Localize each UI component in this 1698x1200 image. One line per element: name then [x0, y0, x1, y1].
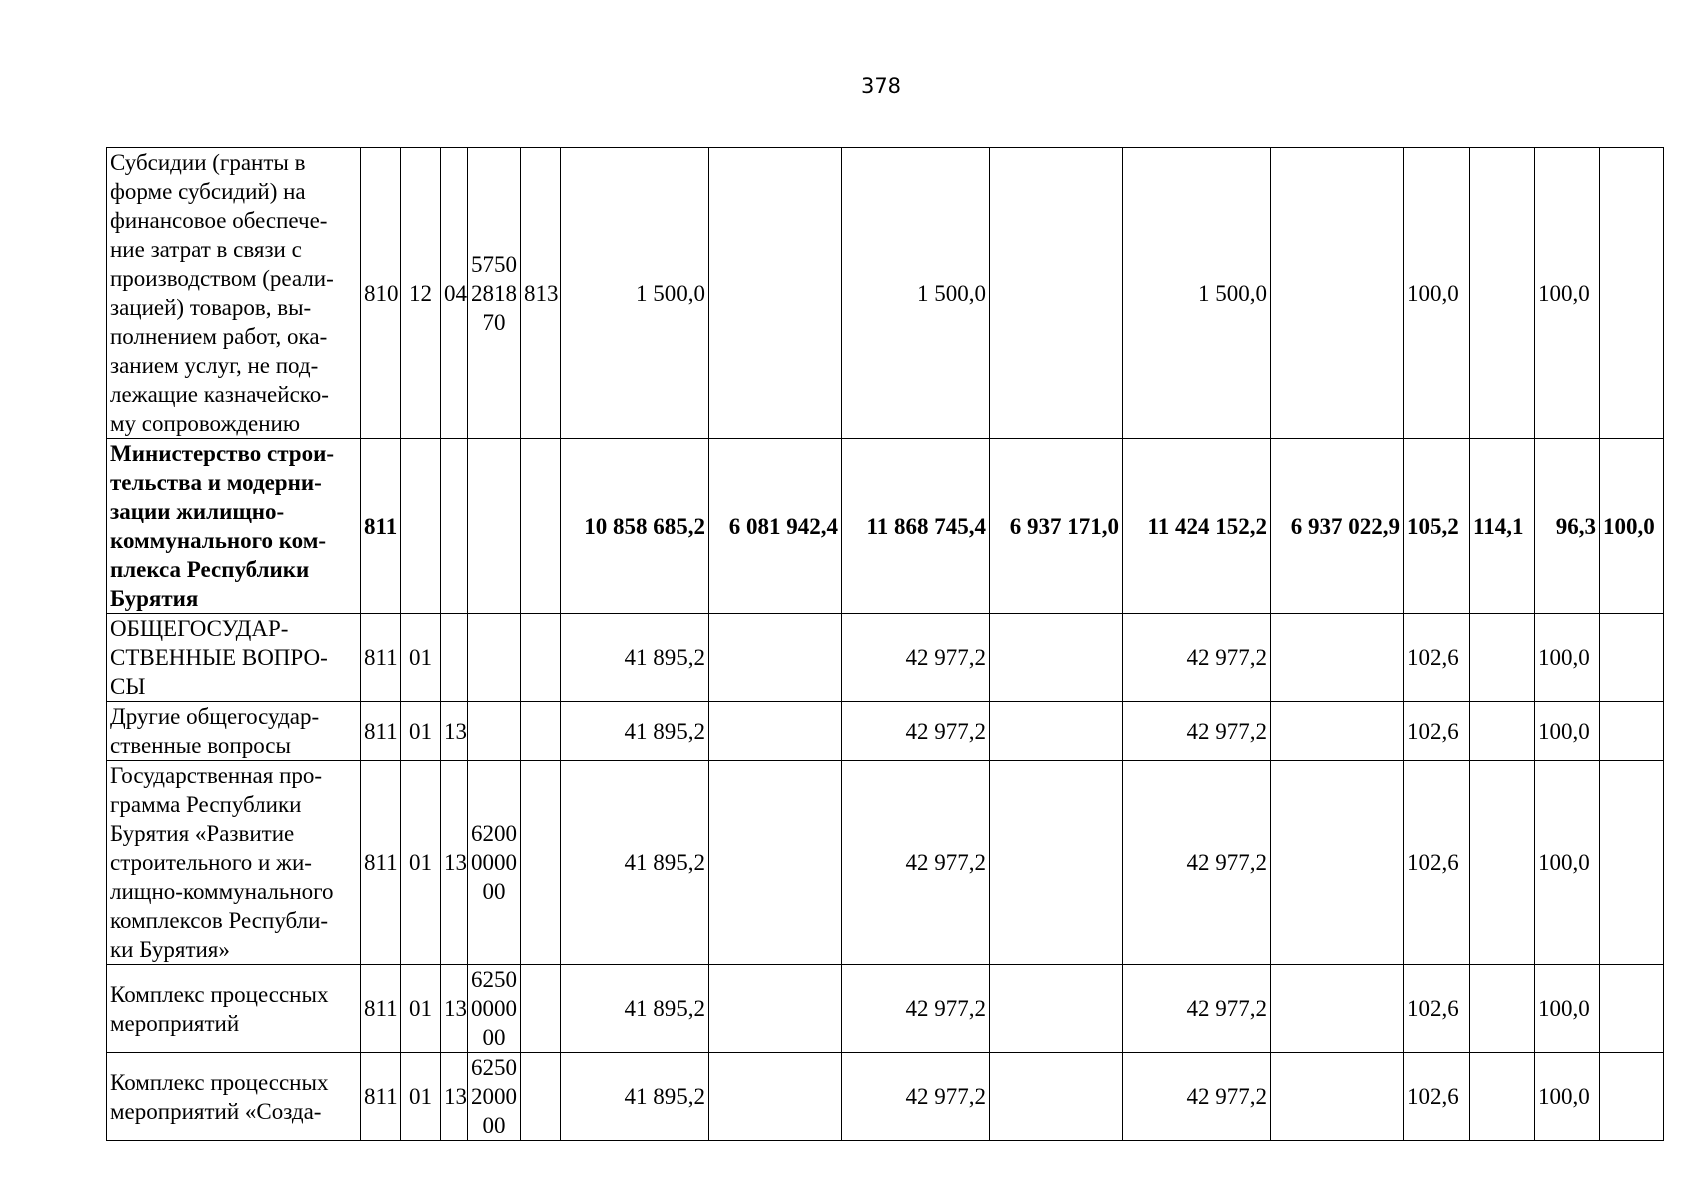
- row-name: Комплекс процессных мероприятий «Созда-: [107, 1053, 361, 1141]
- percent-1: 102,6: [1404, 761, 1470, 965]
- percent-3: 100,0: [1535, 1053, 1600, 1141]
- amount-1: 41 895,2: [561, 614, 709, 702]
- percent-3: 100,0: [1535, 761, 1600, 965]
- percent-4: [1600, 965, 1664, 1053]
- percent-1: 105,2: [1404, 439, 1470, 614]
- percent-3: 96,3: [1535, 439, 1600, 614]
- percent-2: [1470, 965, 1535, 1053]
- amount-5: 42 977,2: [1123, 614, 1271, 702]
- amount-5: 42 977,2: [1123, 965, 1271, 1053]
- row-name: Министерство строи- тельства и модерни- зации жилищно- коммунального ком- плекса Республики Бурятия: [107, 439, 361, 614]
- vr-code: [521, 702, 561, 761]
- table-row: [107, 1053, 1664, 1141]
- csr-code: 6200 0000 00: [468, 761, 521, 965]
- amount-6: [1271, 761, 1404, 965]
- amount-3: 42 977,2: [842, 702, 990, 761]
- amount-6: [1271, 614, 1404, 702]
- vr-code: [521, 614, 561, 702]
- percent-1: 102,6: [1404, 702, 1470, 761]
- ved-code: 811: [361, 702, 401, 761]
- amount-1: 41 895,2: [561, 761, 709, 965]
- amount-2: [709, 148, 842, 439]
- table-row: [107, 148, 1664, 439]
- amount-1: 10 858 685,2: [561, 439, 709, 614]
- row-name: Субсидии (гранты в форме субсидий) на финансовое обеспече- ние затрат в связи с производством (реали- зацией) товаров, вы- полнением работ, ока- занием услуг, не под- лежащие казначейско- му сопровождению: [107, 148, 361, 439]
- amount-2: [709, 965, 842, 1053]
- csr-code: [468, 702, 521, 761]
- percent-3: 100,0: [1535, 148, 1600, 439]
- amount-5: 42 977,2: [1123, 761, 1271, 965]
- amount-3: 42 977,2: [842, 614, 990, 702]
- amount-2: 6 081 942,4: [709, 439, 842, 614]
- amount-4: [990, 614, 1123, 702]
- percent-2: 114,1: [1470, 439, 1535, 614]
- percent-2: [1470, 761, 1535, 965]
- table-row: [107, 702, 1664, 761]
- amount-5: 11 424 152,2: [1123, 439, 1271, 614]
- amount-1: 41 895,2: [561, 702, 709, 761]
- amount-6: [1271, 965, 1404, 1053]
- rz-code: [401, 439, 441, 614]
- rz-code: 01: [401, 614, 441, 702]
- amount-3: 42 977,2: [842, 965, 990, 1053]
- pr-code: 13: [441, 1053, 468, 1141]
- vr-code: [521, 761, 561, 965]
- csr-code: 5750 2818 70: [468, 148, 521, 439]
- ved-code: 811: [361, 439, 401, 614]
- percent-2: [1470, 614, 1535, 702]
- percent-3: 100,0: [1535, 965, 1600, 1053]
- vr-code: [521, 439, 561, 614]
- rz-code: 01: [401, 702, 441, 761]
- percent-3: 100,0: [1535, 702, 1600, 761]
- amount-4: [990, 702, 1123, 761]
- percent-1: 102,6: [1404, 1053, 1470, 1141]
- amount-4: [990, 148, 1123, 439]
- percent-3: 100,0: [1535, 614, 1600, 702]
- amount-1: 1 500,0: [561, 148, 709, 439]
- amount-3: 1 500,0: [842, 148, 990, 439]
- percent-4: 100,0: [1600, 439, 1664, 614]
- rz-code: 01: [401, 965, 441, 1053]
- csr-code: [468, 614, 521, 702]
- percent-1: 100,0: [1404, 148, 1470, 439]
- pr-code: 04: [441, 148, 468, 439]
- vr-code: [521, 1053, 561, 1141]
- percent-4: [1600, 1053, 1664, 1141]
- budget-table: [106, 147, 1664, 1141]
- amount-4: [990, 761, 1123, 965]
- percent-4: [1600, 702, 1664, 761]
- amount-5: 42 977,2: [1123, 1053, 1271, 1141]
- percent-4: [1600, 761, 1664, 965]
- amount-6: [1271, 702, 1404, 761]
- csr-code: 6250 0000 00: [468, 965, 521, 1053]
- row-name: Комплекс процессных мероприятий: [107, 965, 361, 1053]
- amount-2: [709, 1053, 842, 1141]
- ved-code: 811: [361, 614, 401, 702]
- ved-code: 811: [361, 761, 401, 965]
- amount-6: 6 937 022,9: [1271, 439, 1404, 614]
- amount-4: 6 937 171,0: [990, 439, 1123, 614]
- pr-code: [441, 614, 468, 702]
- amount-3: 42 977,2: [842, 761, 990, 965]
- amount-3: 42 977,2: [842, 1053, 990, 1141]
- amount-6: [1271, 1053, 1404, 1141]
- pr-code: 13: [441, 702, 468, 761]
- percent-4: [1600, 614, 1664, 702]
- amount-1: 41 895,2: [561, 1053, 709, 1141]
- percent-2: [1470, 1053, 1535, 1141]
- vr-code: 813: [521, 148, 561, 439]
- percent-4: [1600, 148, 1664, 439]
- rz-code: 01: [401, 1053, 441, 1141]
- row-name: ОБЩЕГОСУДАР- СТВЕННЫЕ ВОПРО- СЫ: [107, 614, 361, 702]
- percent-2: [1470, 702, 1535, 761]
- ved-code: 810: [361, 148, 401, 439]
- table-row: [107, 965, 1664, 1053]
- row-name: Другие общегосудар- ственные вопросы: [107, 702, 361, 761]
- amount-4: [990, 1053, 1123, 1141]
- csr-code: [468, 439, 521, 614]
- percent-2: [1470, 148, 1535, 439]
- vr-code: [521, 965, 561, 1053]
- amount-5: 42 977,2: [1123, 702, 1271, 761]
- amount-2: [709, 614, 842, 702]
- percent-1: 102,6: [1404, 614, 1470, 702]
- table-row: [107, 614, 1664, 702]
- amount-6: [1271, 148, 1404, 439]
- amount-1: 41 895,2: [561, 965, 709, 1053]
- percent-1: 102,6: [1404, 965, 1470, 1053]
- amount-4: [990, 965, 1123, 1053]
- amount-3: 11 868 745,4: [842, 439, 990, 614]
- table-row: [107, 439, 1664, 614]
- table-row: [107, 761, 1664, 965]
- amount-2: [709, 761, 842, 965]
- pr-code: [441, 439, 468, 614]
- rz-code: 01: [401, 761, 441, 965]
- page-number: 378: [860, 74, 902, 98]
- csr-code: 6250 2000 00: [468, 1053, 521, 1141]
- amount-2: [709, 702, 842, 761]
- row-name: Государственная про- грамма Республики Бурятия «Развитие строительного и жи- лищно-коммунального комплексов Республи- ки Бурятия»: [107, 761, 361, 965]
- amount-5: 1 500,0: [1123, 148, 1271, 439]
- rz-code: 12: [401, 148, 441, 439]
- ved-code: 811: [361, 965, 401, 1053]
- ved-code: 811: [361, 1053, 401, 1141]
- pr-code: 13: [441, 761, 468, 965]
- pr-code: 13: [441, 965, 468, 1053]
